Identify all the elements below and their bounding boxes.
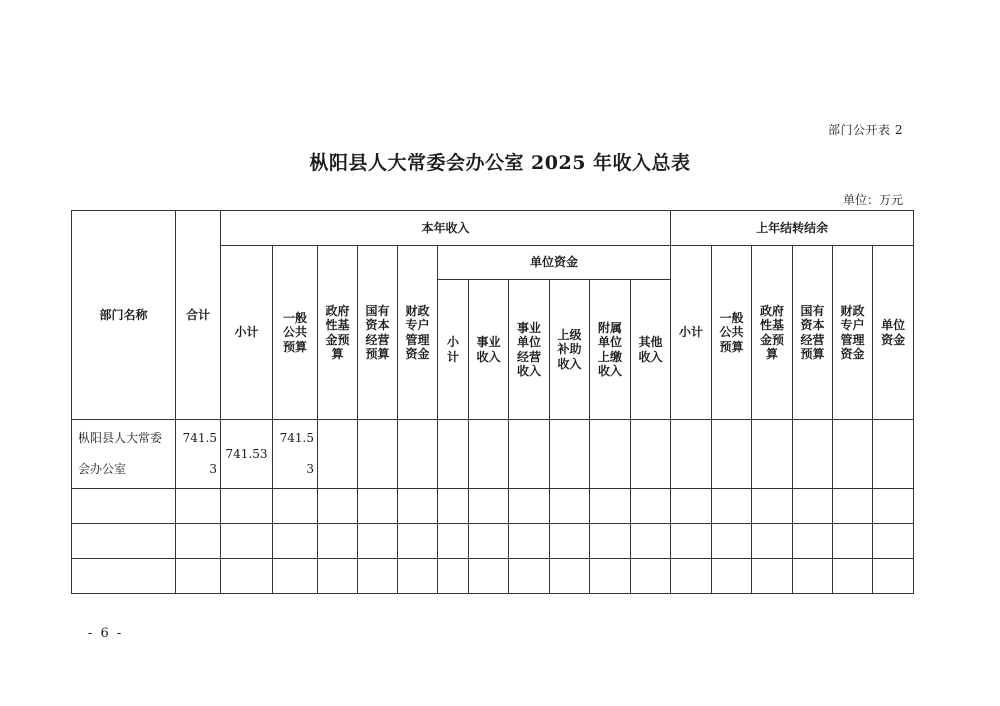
cell-total: 741.5 3 [176, 420, 221, 489]
header-co-general-budget: 一般 公共 预算 [712, 246, 752, 420]
income-summary-table [71, 210, 914, 594]
header-unit-funds: 单位资金 [438, 246, 671, 280]
header-uf-other: 其他 收入 [631, 280, 671, 420]
table-row [72, 420, 914, 489]
page-title: 枞阳县人大常委会办公室 2025 年收入总表 [309, 152, 691, 174]
header-uf-business-op: 事业 单位 经营 收入 [509, 280, 550, 420]
page-number: - 6 - [88, 626, 124, 641]
form-tag: 部门公开表 2 [828, 123, 903, 137]
header-total: 合计 [176, 211, 221, 420]
header-state-capital: 国有 资本 经营 预算 [358, 246, 398, 420]
unit-label: 单位：万元 [842, 193, 903, 207]
header-fiscal-special: 财政 专户 管理 资金 [398, 246, 438, 420]
header-uf-business: 事业 收入 [469, 280, 509, 420]
table-row [72, 559, 914, 594]
table-row [72, 489, 914, 524]
table-row [72, 524, 914, 559]
header-current-year-income: 本年收入 [221, 211, 671, 246]
header-co-state-capital: 国有 资本 经营 预算 [793, 246, 833, 420]
header-dept-name: 部门名称 [72, 211, 176, 420]
header-subtotal: 小计 [221, 246, 273, 420]
cell-general-budget: 741.5 3 [273, 420, 318, 489]
header-carryover: 上年结转结余 [671, 211, 914, 246]
header-co-fiscal-special: 财政 专户 管理 资金 [833, 246, 873, 420]
header-uf-superior: 上级 补助 收入 [550, 280, 590, 420]
header-general-budget: 一般 公共 预算 [273, 246, 318, 420]
header-uf-subtotal: 小 计 [438, 280, 469, 420]
cell-subtotal: 741.53 [221, 420, 273, 489]
header-co-gov-fund: 政府 性基 金预 算 [752, 246, 793, 420]
header-co-unit-funds: 单位 资金 [873, 246, 914, 420]
header-co-subtotal: 小计 [671, 246, 712, 420]
header-gov-fund: 政府 性基 金预 算 [318, 246, 358, 420]
header-uf-affiliated: 附属 单位 上缴 收入 [590, 280, 631, 420]
cell-dept: 枞阳县人大常委 会办公室 [72, 420, 176, 489]
